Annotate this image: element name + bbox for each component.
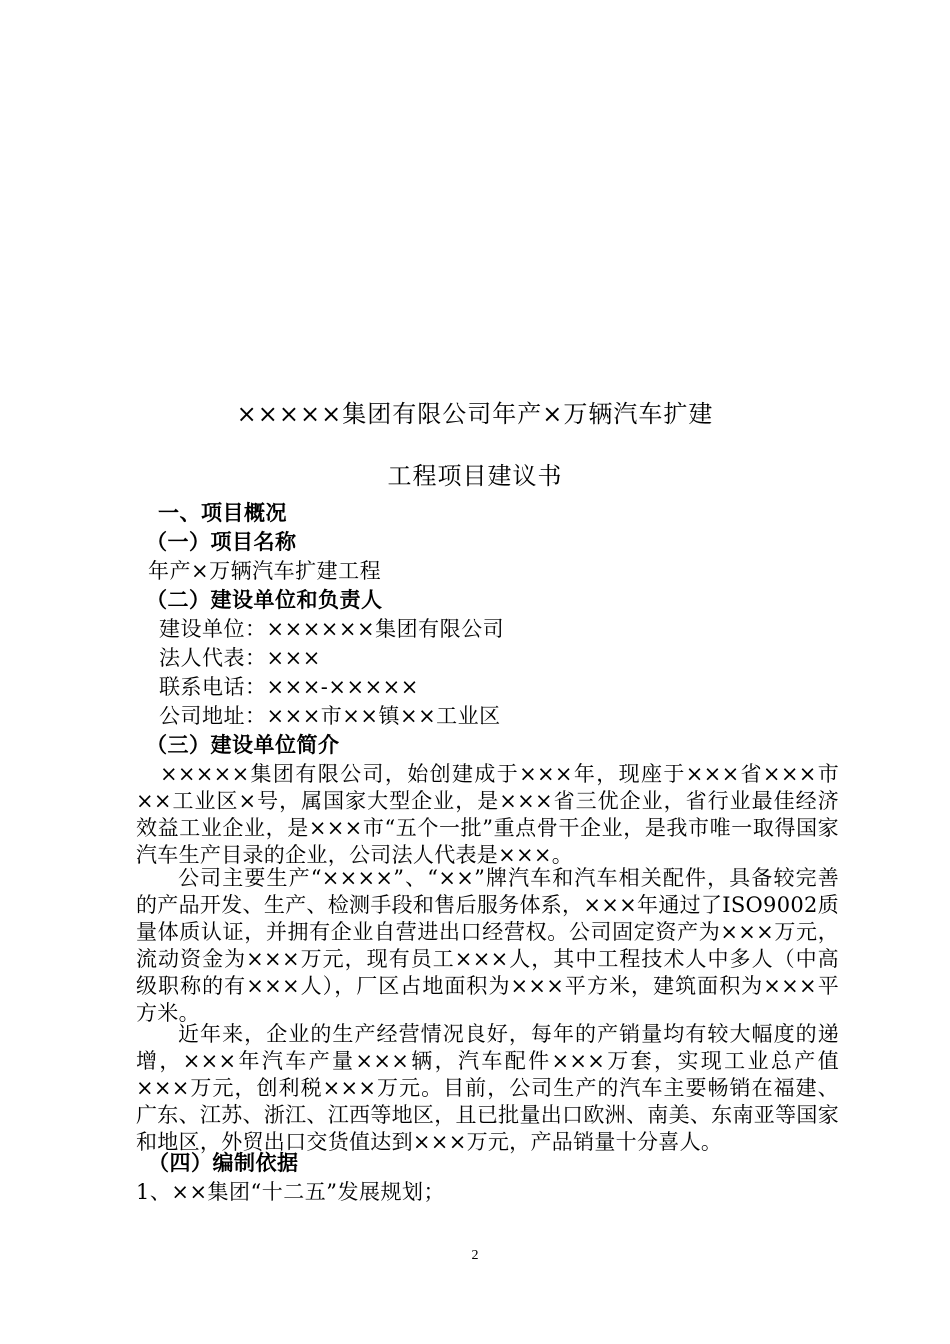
subsection-heading-basis: （四）编制依据 (148, 1151, 299, 1175)
document-title-line1: ×××××集团有限公司年产×万辆汽车扩建 (236, 400, 714, 428)
intro-paragraph-3: 近年来，企业的生产经营情况良好，每年的产销量均有较大幅度的递增，×××年汽车产量×××辆，汽车配件×××万套，实现工业总产值×××万元，创利税×××万元。目前，公司生产的汽车主要畅销在福建、广东、江苏、浙江、江西等地区，且已批量出口欧洲、南美、东南亚等国家和地区，外贸出口交货值达到×××万元，产品销量十分喜人。 (136, 1022, 839, 1154)
builder-text: 建设单位：××××××集团有限公司 (159, 617, 505, 641)
intro-paragraph-1: ×××××集团有限公司，始创建成于×××年，现座于×××省×××市××工业区×号，属国家大型企业，是×××省三优企业，省行业最佳经济效益工业企业，是×××市“五个一批”重点骨干企业，是我市唯一取得国家汽车生产目录的企业，公司法人代表是×××。 (136, 762, 839, 867)
intro-paragraph-2: 公司主要生产“××××”、“××”牌汽车和汽车相关配件，具备较完善的产品开发、生产、检测手段和售后服务体系，×××年通过了ISO9002质量体质认证，并拥有企业自营进出口经营权。公司固定资产为×××万元，流动资金为×××万元，现有员工×××人，其中工程技术人中多人（中高级职称的有×××人），厂区占地面积为×××平方米，建筑面积为×××平方米。 (136, 866, 839, 1025)
legal-rep-text: 法人代表：××× (159, 646, 321, 670)
section-heading-overview: 一、项目概况 (158, 501, 287, 525)
subsection-heading-intro: （三）建设单位简介 (146, 733, 340, 757)
subsection-heading-builder: （二）建设单位和负责人 (146, 588, 383, 612)
phone-text: 联系电话：×××-××××× (159, 675, 419, 699)
page-number: 2 (471, 1248, 479, 1263)
basis-item-1: 1、××集团“十二五”发展规划； (136, 1180, 446, 1204)
document-title-line2: 工程项目建议书 (387, 462, 563, 490)
address-text: 公司地址：×××市××镇××工业区 (159, 704, 501, 728)
project-name-text: 年产×万辆汽车扩建工程 (148, 559, 382, 583)
subsection-heading-project-name: （一）项目名称 (146, 530, 297, 554)
